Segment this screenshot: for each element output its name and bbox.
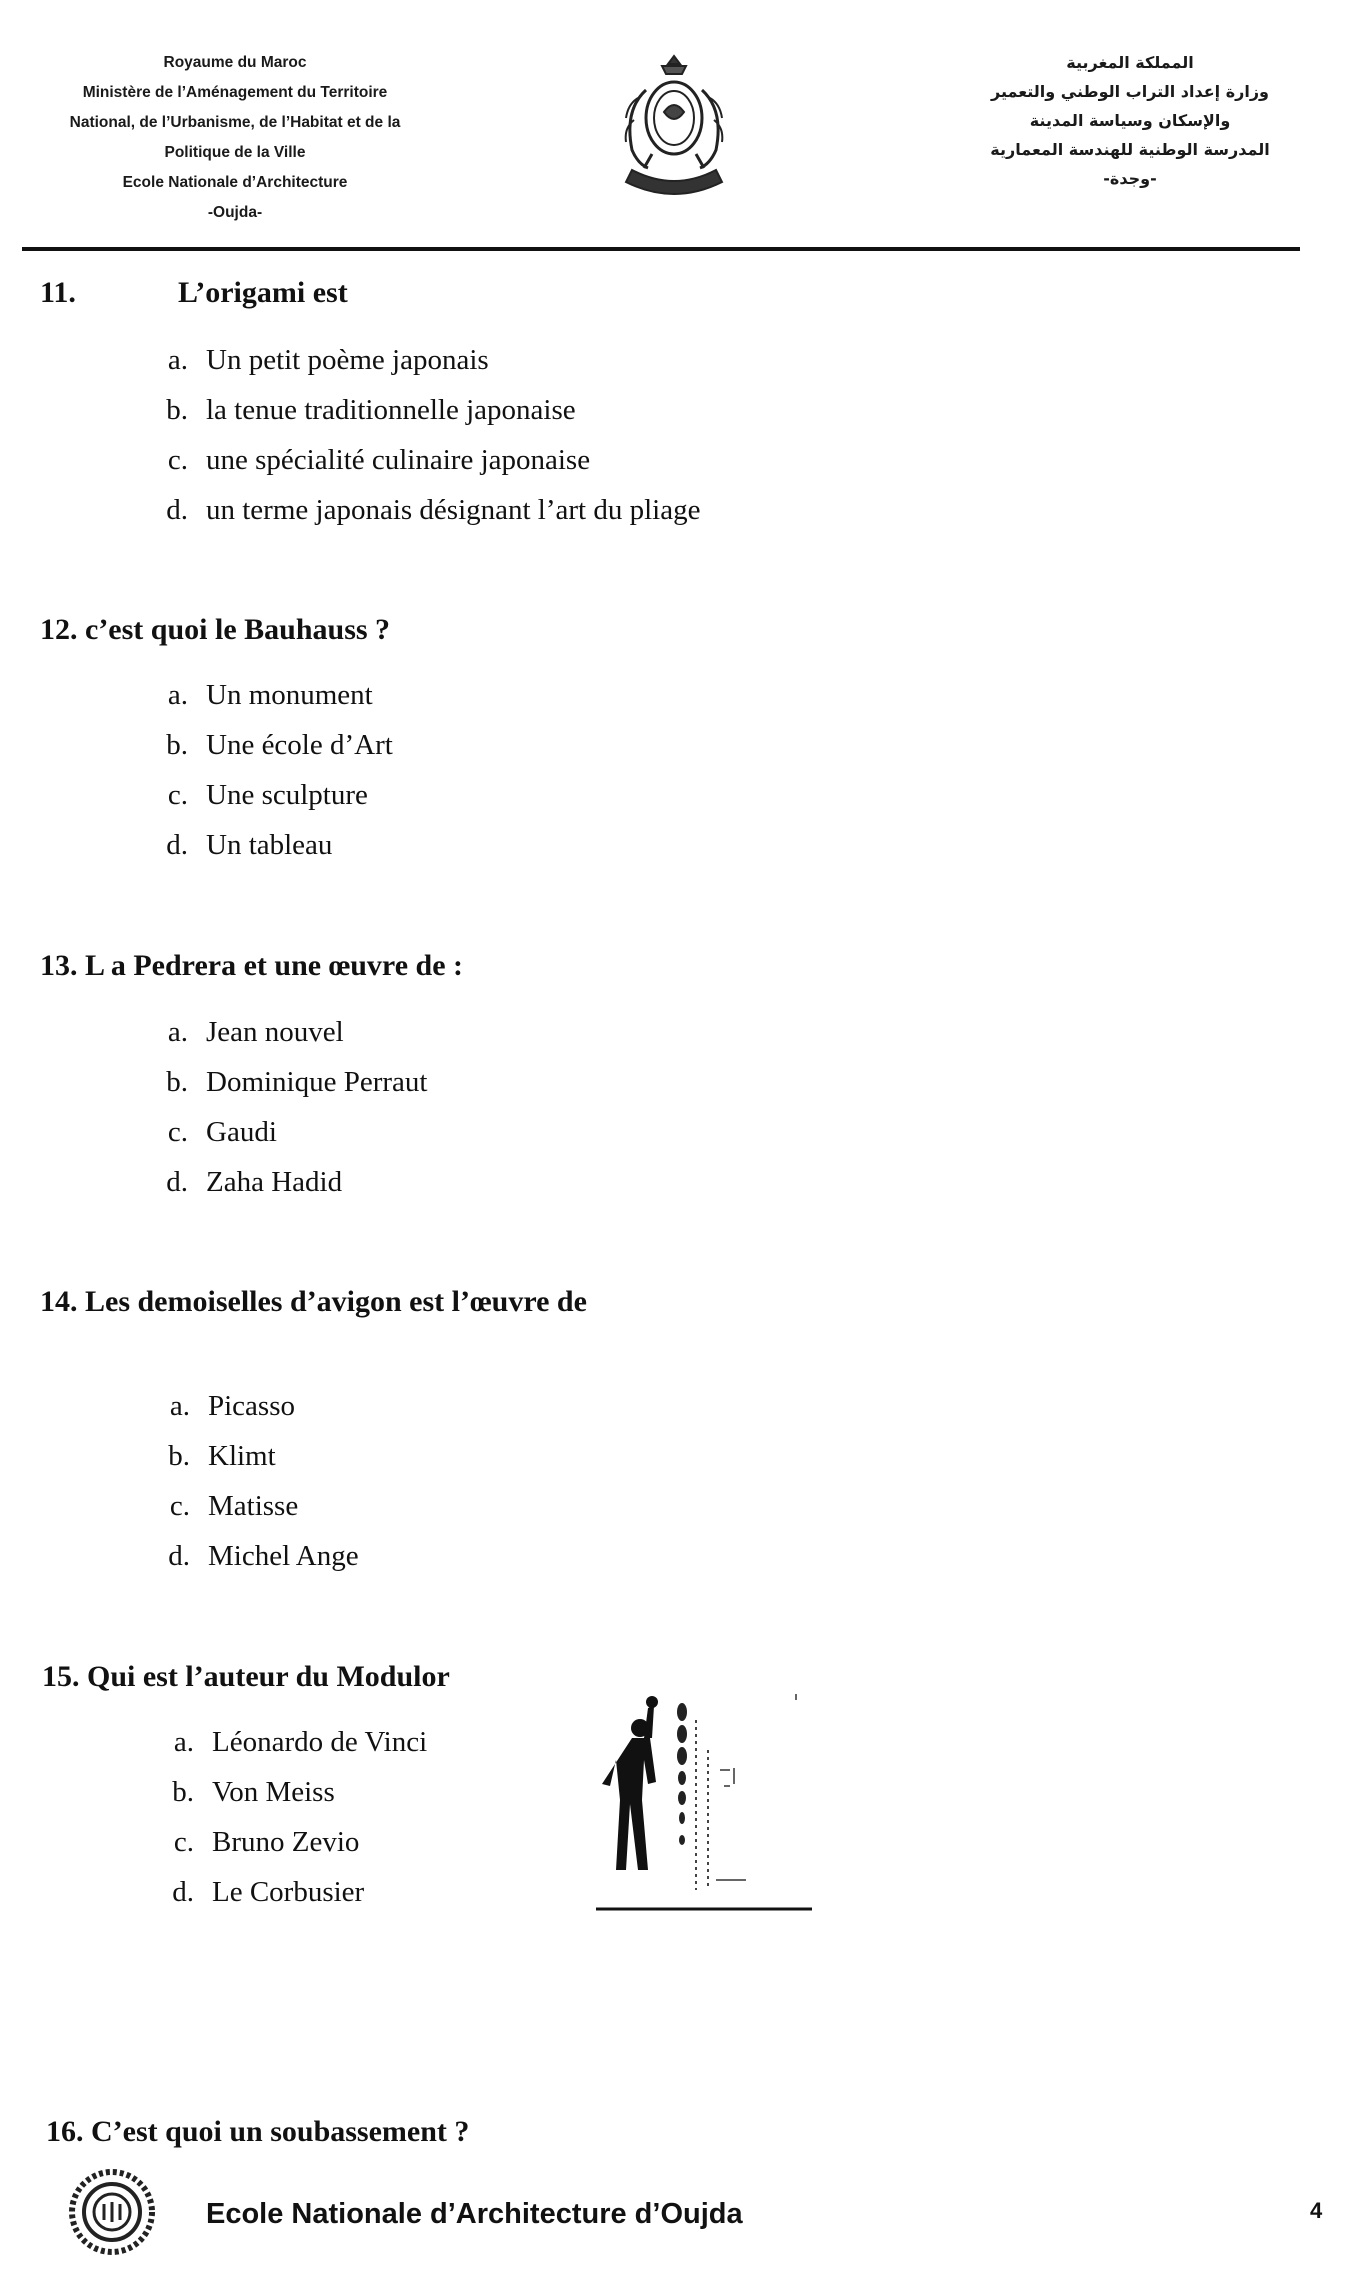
header-right-block [960, 48, 1300, 193]
question-14 [40, 1284, 587, 1320]
option-15c[interactable] [146, 1824, 359, 1860]
question-number: 12. [40, 613, 78, 646]
header-right-line: المدرسة الوطنية للهندسة المعمارية [990, 140, 1270, 159]
option-12a[interactable] [140, 677, 373, 713]
option-letter: c. [169, 1490, 190, 1522]
option-text: Un monument [206, 679, 373, 711]
header-left-line: National, de l’Urbanisme, de l’Habitat et de la [69, 114, 401, 131]
option-text: Picasso [208, 1390, 295, 1422]
question-text: Les demoiselles d’avigon est l’œuvre de [85, 1285, 587, 1318]
option-letter: d. [172, 1876, 194, 1908]
question-text: Qui est l’auteur du Modulor [87, 1660, 450, 1693]
option-letter: b. [166, 394, 188, 426]
question-number: 15. [42, 1660, 80, 1693]
header-left-line: Royaume du Maroc [163, 54, 307, 71]
option-text: une spécialité culinaire japonaise [206, 444, 591, 476]
question-number: 14. [40, 1285, 78, 1318]
option-text: Un tableau [206, 829, 333, 861]
option-14b[interactable] [142, 1438, 276, 1474]
footer-school-name: Ecole Nationale d’Architecture d’Oujda [206, 2198, 743, 2230]
header-right-line: وزارة إعداد التراب الوطني والتعمير [991, 82, 1269, 101]
option-text: Un petit poème japonais [206, 344, 489, 376]
option-15a[interactable] [146, 1724, 427, 1760]
option-letter: b. [168, 1440, 190, 1472]
option-letter: a. [169, 1390, 190, 1422]
option-text: Dominique Perraut [206, 1066, 428, 1098]
option-letter: a. [167, 344, 188, 376]
header-left-line: Ministère de l’Aménagement du Territoire [82, 84, 388, 101]
option-11d[interactable] [140, 492, 700, 528]
option-letter: c. [167, 444, 188, 476]
header-right-line: -وجدة- [1103, 169, 1157, 188]
option-11a[interactable] [140, 342, 489, 378]
option-15b[interactable] [146, 1774, 335, 1810]
header-divider [22, 247, 1300, 251]
option-11b[interactable] [140, 392, 576, 428]
header-right-line: المملكة المغربية [1066, 53, 1194, 72]
question-text: C’est quoi un soubassement ? [91, 2115, 470, 2148]
option-13d[interactable] [140, 1164, 342, 1200]
option-text: Une école d’Art [206, 729, 393, 761]
option-text: un terme japonais désignant l’art du pliage [206, 494, 701, 526]
question-11 [40, 275, 348, 311]
option-13b[interactable] [140, 1064, 427, 1100]
question-text: c’est quoi le Bauhauss ? [85, 613, 391, 646]
header-left-line: Politique de la Ville [164, 144, 306, 161]
question-16 [46, 2114, 469, 2150]
header-left-block [0, 48, 470, 228]
option-text: Léonardo de Vinci [212, 1726, 428, 1758]
option-letter: a. [167, 679, 188, 711]
option-12d[interactable] [140, 827, 332, 863]
header-right-line: والإسكان وسياسة المدينة [1029, 111, 1231, 130]
option-text: Bruno Zevio [212, 1826, 360, 1858]
option-letter: b. [166, 1066, 188, 1098]
option-letter: c. [173, 1826, 194, 1858]
option-letter: a. [167, 1016, 188, 1048]
option-letter: d. [166, 1166, 188, 1198]
option-letter: b. [166, 729, 188, 761]
option-text: Michel Ange [208, 1540, 359, 1572]
option-text: Une sculpture [206, 779, 368, 811]
question-number: 11. [40, 276, 76, 309]
modulor-figure-icon [596, 1690, 812, 1912]
option-text: Gaudi [206, 1116, 277, 1148]
option-14a[interactable] [142, 1388, 295, 1424]
option-text: Jean nouvel [206, 1016, 344, 1048]
option-14c[interactable] [142, 1488, 298, 1524]
question-number: 16. [46, 2115, 84, 2148]
option-letter: d. [168, 1540, 190, 1572]
option-text: Zaha Hadid [206, 1166, 343, 1198]
option-letter: d. [166, 494, 188, 526]
option-letter: a. [173, 1726, 194, 1758]
question-text: L’origami est [178, 276, 348, 309]
option-text: Klimt [208, 1440, 276, 1472]
option-13c[interactable] [140, 1114, 277, 1150]
option-letter: c. [167, 779, 188, 811]
option-text: Le Corbusier [212, 1876, 365, 1908]
option-15d[interactable] [146, 1874, 364, 1910]
question-number: 13. [40, 949, 78, 982]
option-13a[interactable] [140, 1014, 344, 1050]
option-text: la tenue traditionnelle japonaise [206, 394, 576, 426]
option-letter: b. [172, 1776, 194, 1808]
question-15 [42, 1659, 450, 1695]
option-12c[interactable] [140, 777, 368, 813]
option-letter: d. [166, 829, 188, 861]
school-seal-icon [64, 2164, 160, 2260]
question-13 [40, 948, 463, 984]
page-number: 4 [1310, 2198, 1323, 2223]
moroccan-coat-of-arms-icon [612, 50, 736, 200]
header-left-line: Ecole Nationale d’Architecture [122, 174, 348, 191]
question-text: L a Pedrera et une œuvre de : [85, 949, 464, 982]
option-letter: c. [167, 1116, 188, 1148]
option-11c[interactable] [140, 442, 590, 478]
header-left-line: -Oujda- [207, 204, 263, 221]
option-text: Matisse [208, 1490, 299, 1522]
option-14d[interactable] [142, 1538, 359, 1574]
option-text: Von Meiss [212, 1776, 335, 1808]
question-12 [40, 612, 390, 648]
option-12b[interactable] [140, 727, 393, 763]
